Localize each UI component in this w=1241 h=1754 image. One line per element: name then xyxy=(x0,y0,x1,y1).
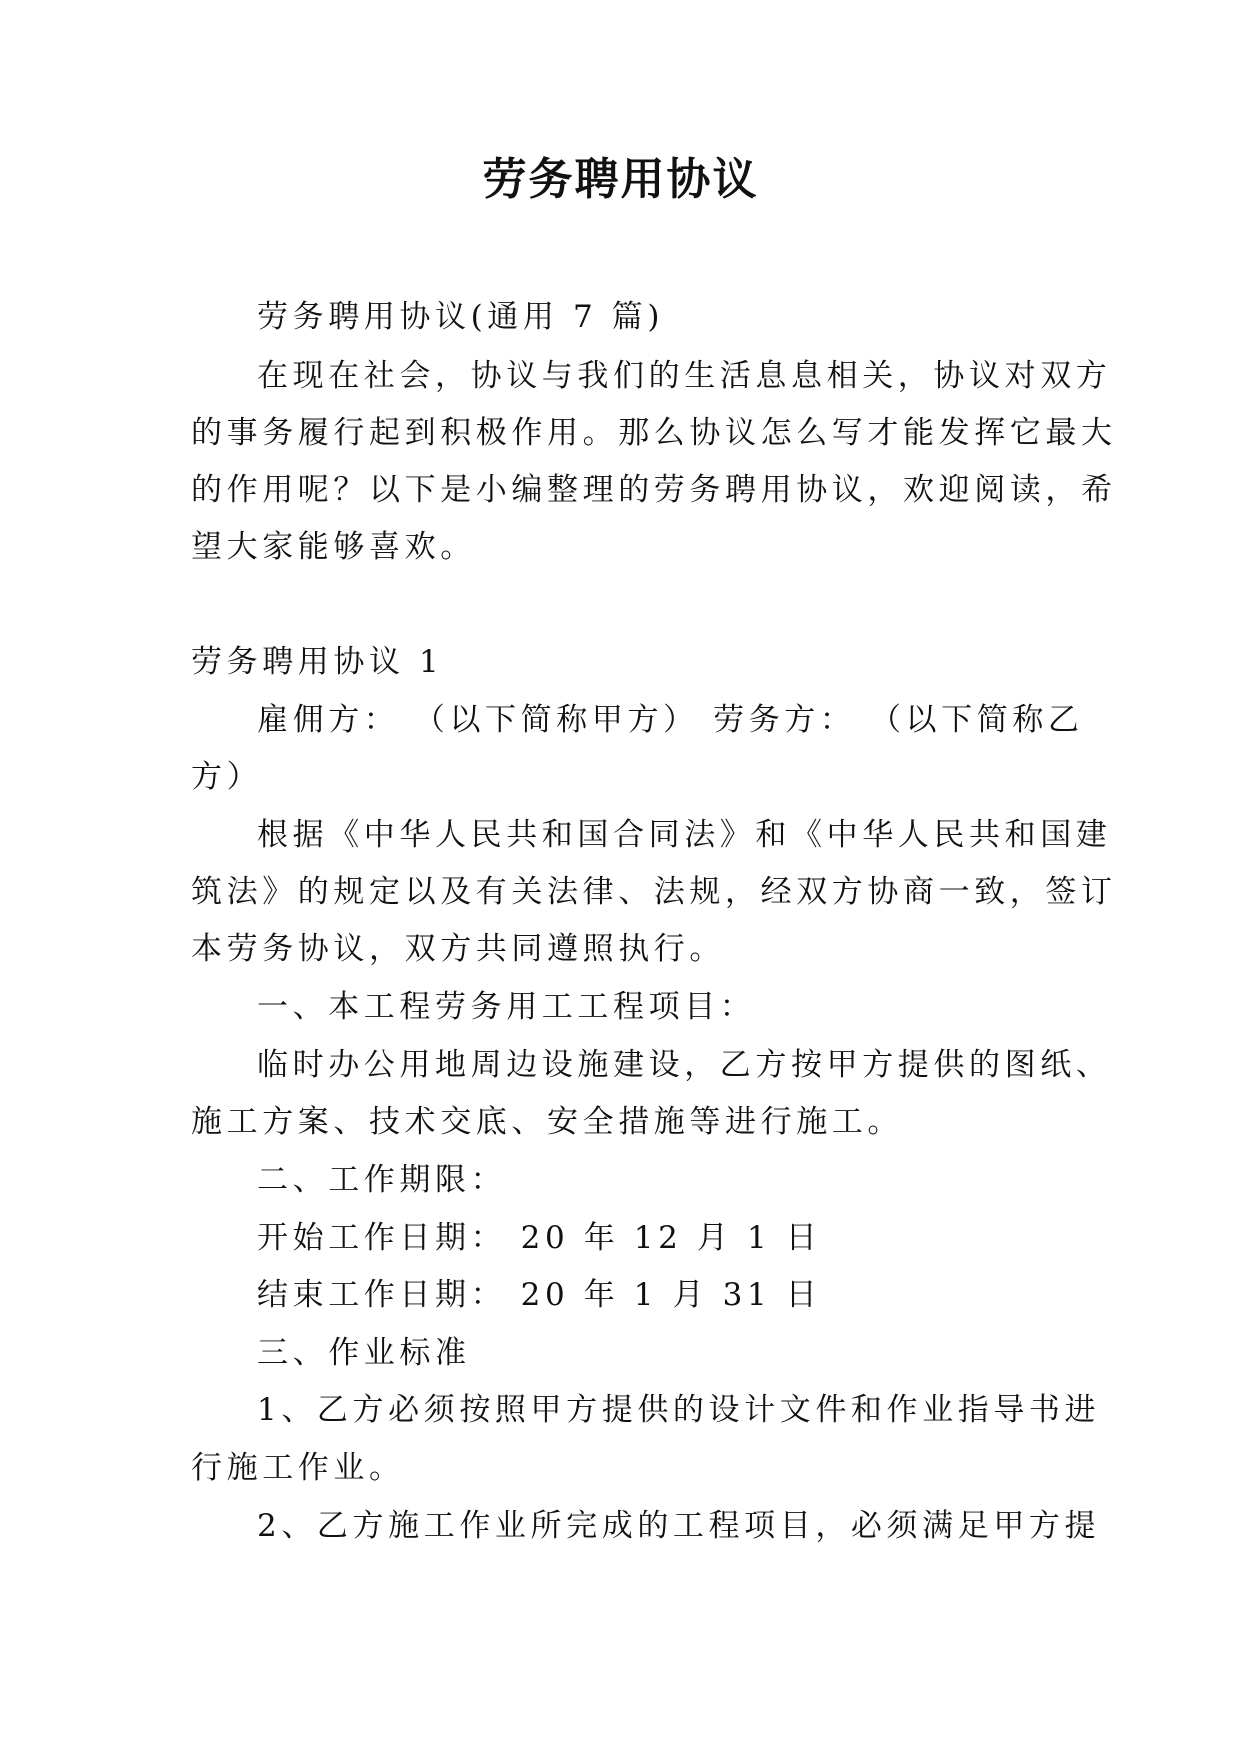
paragraph-line: 雇佣方： （以下简称甲方） 劳务方： （以下简称乙 xyxy=(257,702,1084,738)
paragraph-line: 本劳务协议，双方共同遵照执行。 xyxy=(191,931,725,967)
paragraph-line: 1、乙方必须按照甲方提供的设计文件和作业指导书进 xyxy=(257,1392,1101,1428)
paragraph-line: 在现在社会，协议与我们的生活息息相关，协议对双方 xyxy=(257,358,1112,394)
paragraph-line: 行施工作业。 xyxy=(191,1450,405,1486)
paragraph-line: 根据《中华人民共和国合同法》和《中华人民共和国建 xyxy=(257,817,1112,853)
start-date-line: 开始工作日期： 20 年 12 月 1 日 xyxy=(257,1220,822,1256)
end-date-line: 结束工作日期： 20 年 1 月 31 日 xyxy=(257,1277,822,1313)
clause-heading: 三、作业标准 xyxy=(257,1335,471,1371)
paragraph-line: 施工方案、技术交底、安全措施等进行施工。 xyxy=(191,1104,903,1140)
paragraph-line: 临时办公用地周边设施建设，乙方按甲方提供的图纸、 xyxy=(257,1047,1112,1083)
paragraph-line: 筑法》的规定以及有关法律、法规，经双方协商一致，签订 xyxy=(191,874,1117,910)
section-heading: 劳务聘用协议 1 xyxy=(191,644,444,680)
paragraph-line: 望大家能够喜欢。 xyxy=(191,529,476,565)
document-title: 劳务聘用协议 xyxy=(482,154,759,205)
clause-heading: 一、本工程劳务用工工程项目： xyxy=(257,989,756,1025)
paragraph-line: 的作用呢？以下是小编整理的劳务聘用协议，欢迎阅读，希 xyxy=(191,472,1117,508)
paragraph-line: 的事务履行起到积极作用。那么协议怎么写才能发挥它最大 xyxy=(191,415,1117,451)
paragraph-line: 方） xyxy=(191,759,263,795)
clause-heading: 二、工作期限： xyxy=(257,1162,507,1198)
subtitle-line: 劳务聘用协议(通用 7 篇) xyxy=(257,299,665,335)
paragraph-line: 2、乙方施工作业所完成的工程项目，必须满足甲方提 xyxy=(257,1508,1101,1544)
